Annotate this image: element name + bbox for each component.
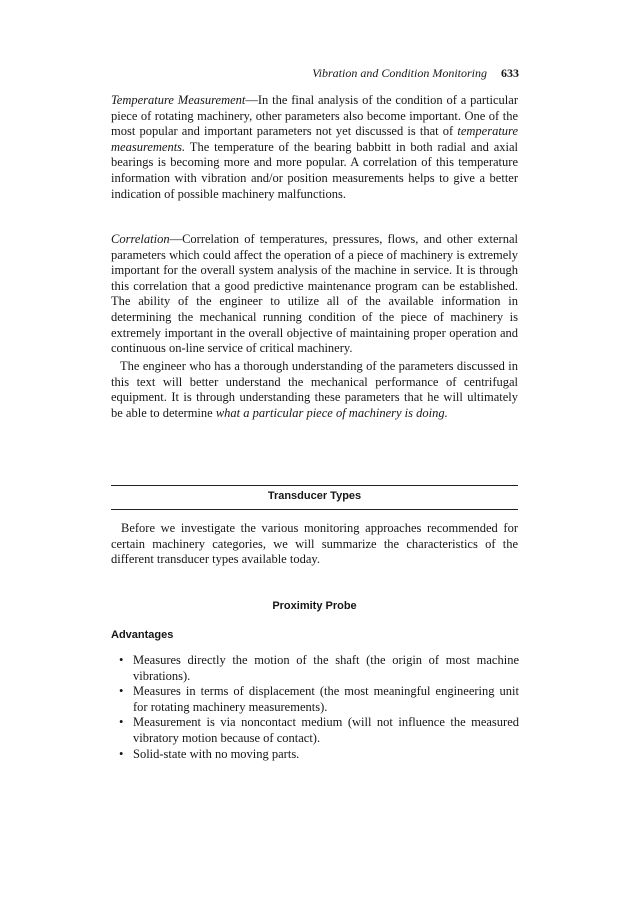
engineer-text: The engineer who has a thorough understanding of the parameters discussed in this text will better understand the mechanical performance of centrifugal equipment. It is through understanding these parameters that he will ultimately be able to determine <box>111 359 518 420</box>
list-item-text: Measurement is via noncontact medium (will not influence the measured vibratory motion because of contact). <box>133 715 519 745</box>
temperature-run-in-heading: Temperature Measurement <box>111 93 246 107</box>
bullet-icon: • <box>119 684 124 699</box>
advantages-heading: Advantages <box>111 629 174 641</box>
list-item-text: Measures directly the motion of the shaft (the origin of most machine vibrations). <box>133 653 519 683</box>
temperature-paragraph <box>111 93 518 202</box>
temperature-text-part2: The temperature of the bearing babbitt in both radial and axial bearings is becoming more and more popular. A correlation of this temperature information with vibration and/or position measurements helps to give a better indication of possible machinery malfunctions. <box>111 139 518 201</box>
temperature-text-part1: —In the final analysis of the condition of a particular piece of rotating machinery, other parameters also become important. One of the most popular and important parameters not yet discussed is that of <box>111 93 518 139</box>
list-item-text: Measures in terms of displacement (the most meaningful engineering unit for rotating machinery measurements). <box>133 684 519 714</box>
bullet-icon: • <box>119 653 124 667</box>
temperature-emphasis: temperature measurements. <box>111 124 518 154</box>
section-rule-bottom <box>111 509 518 510</box>
list-item <box>119 747 519 763</box>
bullet-icon: • <box>119 715 124 730</box>
proximity-probe-heading: Proximity Probe <box>272 600 357 612</box>
correlation-text: —Correlation of temperatures, pressures, flows, and other external parameters which could affect the operation of a piece of machinery is extremely important for the overall system analysis of the machine in service. It is through this correlation that a good predictive maintenance program can be established. The ability of the engineer to utilize all of the available information in determining the mechanical running condition of the piece of machinery is extremely important in the overall objective of maintaining proper operation and continuous on-line service of critical machinery. <box>111 232 518 356</box>
advantages-list <box>119 653 519 762</box>
running-head <box>312 66 519 81</box>
page-number: 633 <box>501 66 519 80</box>
section-intro-text: Before we investigate the various monitoring approaches recommended for certain machinery categories, we will summarize the characteristics of the different transducer types available today. <box>111 521 518 567</box>
engineer-emphasis: what a particular piece of machinery is doing. <box>215 405 448 420</box>
list-item <box>119 715 519 746</box>
bullet-icon: • <box>119 746 124 761</box>
running-head-title: Vibration and Condition Monitoring <box>312 66 487 80</box>
section-title: Transducer Types <box>267 490 362 502</box>
list-item <box>119 653 519 684</box>
engineer-paragraph <box>111 359 518 421</box>
section-rule-top <box>111 485 518 486</box>
correlation-run-in-heading: Correlation <box>111 232 170 246</box>
section-intro-paragraph <box>111 521 518 568</box>
list-item <box>119 684 519 715</box>
list-item-text: Solid-state with no moving parts. <box>133 746 300 761</box>
correlation-paragraph <box>111 232 518 357</box>
